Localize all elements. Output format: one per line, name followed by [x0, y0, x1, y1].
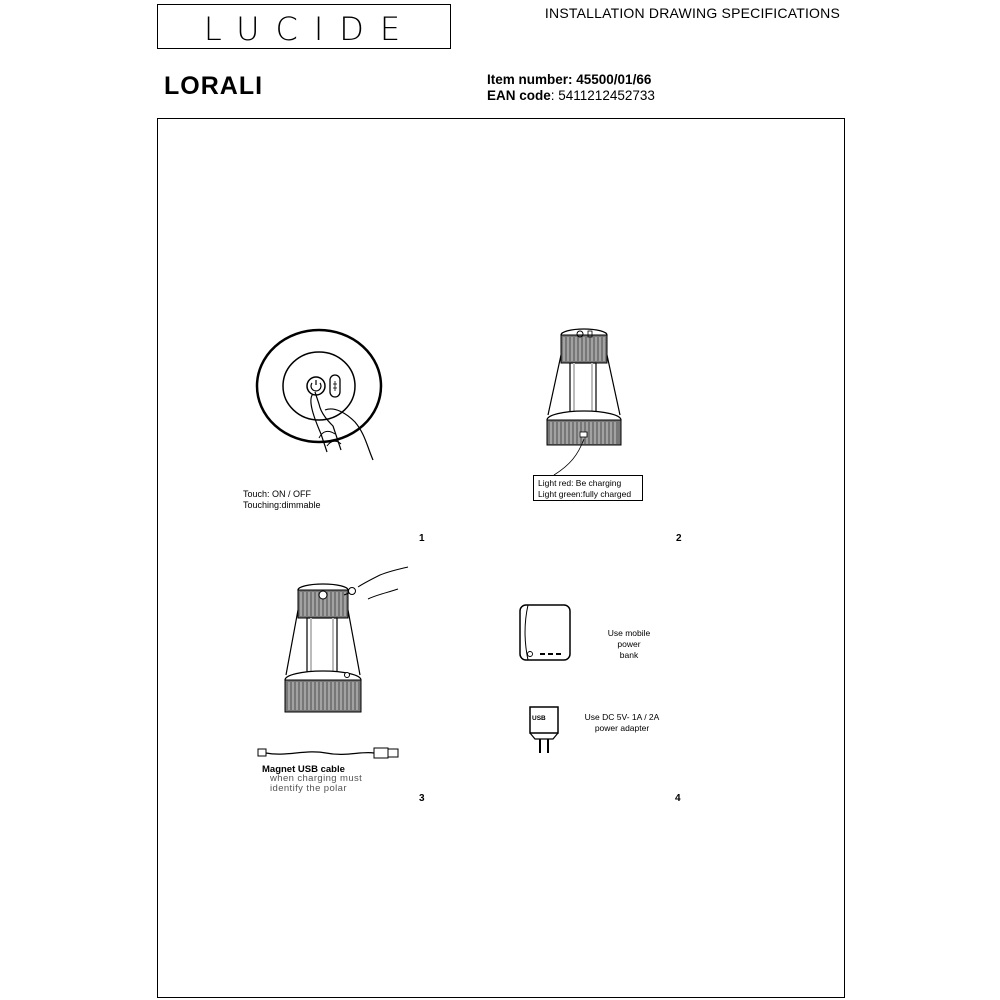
- step-number-3: 3: [419, 793, 425, 804]
- item-number-line: [487, 72, 655, 88]
- lamp-charging-illustration: [540, 325, 630, 485]
- step-number-2: 2: [676, 533, 682, 544]
- step-number-1: 1: [419, 533, 425, 544]
- step2-line-1: Light red: Be charging: [538, 478, 622, 488]
- step2-line-2: Light green:fully charged: [538, 489, 632, 499]
- step3-line-2: when charging must: [270, 773, 363, 784]
- adapter-line-2: power adapter: [594, 723, 650, 733]
- power-bank-icon: [516, 603, 576, 663]
- power-bank-note: [598, 628, 660, 661]
- ean-line: [487, 88, 655, 104]
- step1-line-2: Touching:dimmable: [243, 500, 321, 510]
- logo-text: LUCIDE: [203, 10, 417, 48]
- step1-line-1: Touch: ON / OFF: [243, 489, 312, 499]
- usb-cable-icon: [256, 743, 401, 763]
- adapter-note: [582, 712, 662, 734]
- step-number-4: 4: [675, 793, 681, 804]
- item-number-value: : 45500/01/66: [568, 72, 652, 87]
- brand-logo: [157, 4, 451, 49]
- item-number-label: Item number: [487, 72, 569, 87]
- step3-note: [270, 774, 362, 794]
- step1-caption: [243, 489, 321, 511]
- step3-line-3: identify the polar: [270, 783, 347, 794]
- item-info: [487, 72, 655, 104]
- power-bank-line-1: Use mobile power: [607, 628, 651, 649]
- document-title: INSTALLATION DRAWING SPECIFICATIONS: [544, 5, 840, 21]
- adapter-usb-label: USB: [532, 715, 546, 722]
- touch-button-illustration: [255, 330, 390, 490]
- drawing-frame: [157, 118, 845, 998]
- step3-title: Magnet USB cable: [262, 764, 345, 775]
- product-name: LORALI: [164, 72, 264, 100]
- lamp-with-magnet-cable-illustration: [280, 565, 410, 725]
- adapter-line-1: Use DC 5V- 1A / 2A: [584, 712, 660, 722]
- ean-value: : 5411212452733: [550, 88, 655, 103]
- ean-label: EAN code: [487, 88, 551, 103]
- power-bank-line-2: bank: [619, 650, 639, 660]
- charging-indicator-note: [533, 475, 643, 501]
